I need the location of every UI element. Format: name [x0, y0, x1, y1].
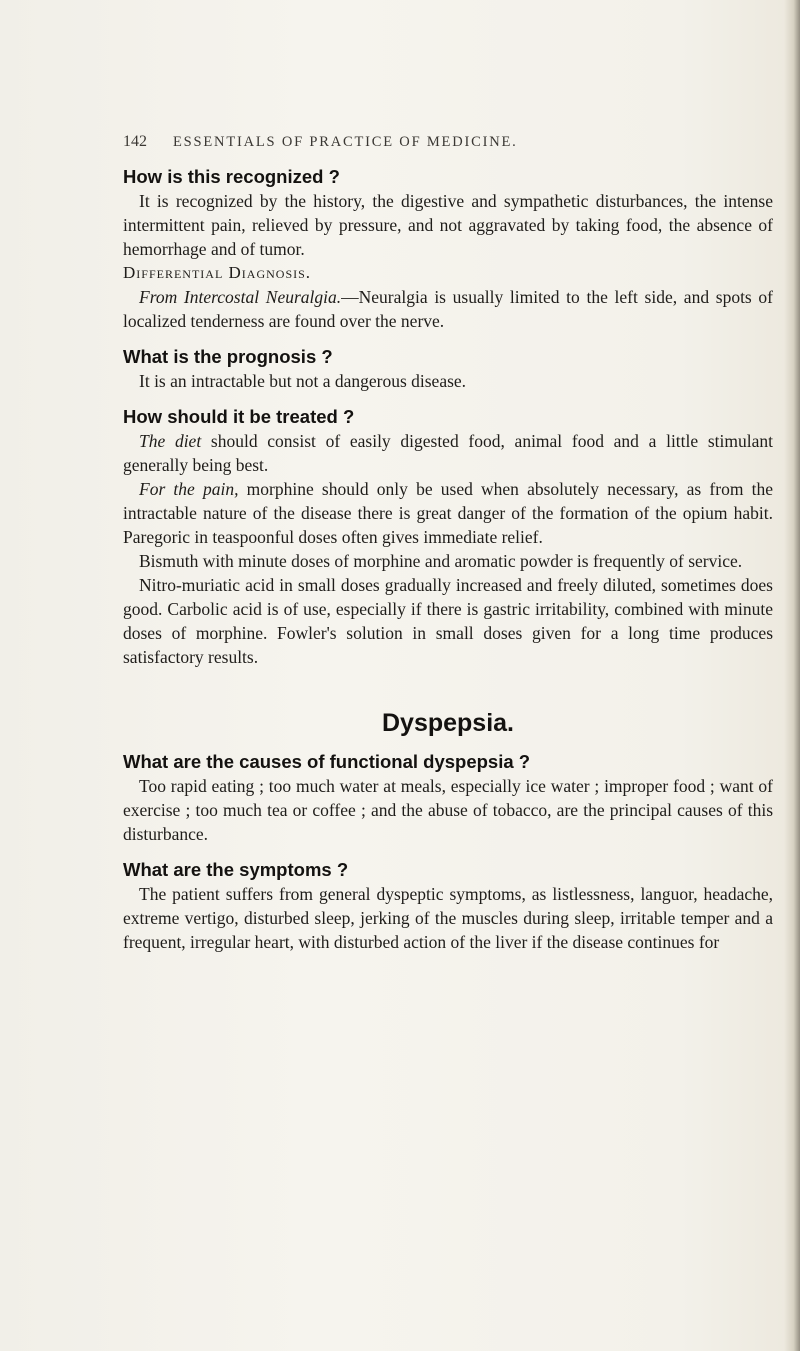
paragraph-intercostal-neuralgia: [123, 285, 773, 333]
pain-lead: For the pain,: [139, 479, 239, 499]
paragraph-symptoms: The patient suffers from general dyspeptic symptoms, as listlessness, languor, headache, extreme vertigo, disturbed sleep, jerking of the muscles during sleep, irritable temper and a frequent, irregular heart, with disturbed action of the liver if the disease continues for: [123, 884, 773, 952]
paragraph-prognosis: It is an intractable but not a dangerous disease.: [139, 371, 467, 391]
paragraph-nitro-muriatic: Nitro-muriatic acid in small doses gradually increased and freely diluted, sometimes does good. Carbolic acid is of use, especially if there is gastric irritability, combined with minute doses of morphine. Fowler's solution in small doses given for a long time produces satisfactory results.: [123, 575, 773, 667]
diet-lead: The diet: [139, 431, 202, 451]
paragraph-causes: Too rapid eating ; too much water at meals, especially ice water ; improper food ; want of exercise ; too much tea or coffee ; and the abuse of tobacco, are the principal causes of this disturbance.: [123, 776, 773, 844]
intercostal-neuralgia-lead: From Intercostal Neuralgia.: [139, 287, 342, 307]
question-treatment: How should it be treated ?: [123, 406, 355, 427]
question-recognized: How is this recognized ?: [123, 166, 340, 187]
running-head: [123, 133, 773, 151]
question-symptoms: What are the symptoms ?: [123, 859, 349, 880]
paragraph-recognized: It is recognized by the history, the digestive and sympathetic disturbances, the intense intermittent pain, relieved by pressure, and not aggravated by taking food, the absence of hemorrhage and of tumor.: [123, 191, 773, 259]
intercostal-neuralgia-text: —Neuralgia is usually limited to the left side, and spots of localized tenderness are found over the nerve.: [123, 287, 773, 331]
pain-text: morphine should only be used when absolutely necessary, as from the intractable nature of the disease there is great danger of the formation of the opium habit. Paregoric in teaspoonful doses often gives immediate relief.: [123, 479, 773, 547]
running-title: ESSENTIALS OF PRACTICE OF MEDICINE.: [173, 134, 518, 150]
differential-diagnosis-heading: Differential Diagnosis.: [123, 263, 312, 282]
page-content: [123, 133, 773, 954]
paragraph-pain: [123, 477, 773, 549]
section-title-dyspepsia: Dyspepsia.: [381, 709, 514, 737]
diet-text: should consist of easily digested food, animal food and a little stimulant generally being best.: [123, 431, 773, 475]
question-prognosis: What is the prognosis ?: [123, 346, 333, 367]
question-causes: What are the causes of functional dyspepsia ?: [123, 751, 531, 772]
page-number: 142: [123, 133, 147, 150]
paragraph-bismuth: Bismuth with minute doses of morphine and aromatic powder is frequently of service.: [139, 551, 743, 571]
paragraph-diet: [123, 429, 773, 477]
page-edge-shadow: [784, 0, 800, 1351]
